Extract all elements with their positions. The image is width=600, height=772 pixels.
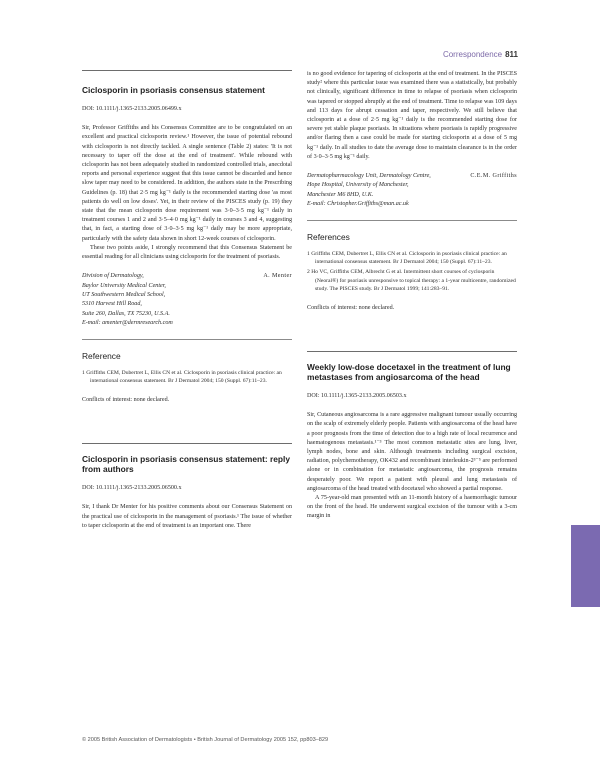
affiliation-line: Suite 260, Dallas, TX 75230, U.S.A. — [82, 310, 170, 317]
body-paragraph: Sir, Cutaneous angiosarcoma is a rare aggressive malignant tumour usually occurring on the scalp of extremely elderly people. Patients with angiosarcoma of the head have a poor prognosis from the time of detection due to a high rate of local recurrence and haematogenous metastasis.¹⁻³ The most common metastatic sites are lung, liver, lymph nodes, bone and skin. Although treatments including surgical excision, radiation, polychemotherapy, OK432 and recombinant interleukin-2³⁻⁵ are performed alone or in combination for metastatic angiosarcoma, the prognosis remains desperately poor. We report a patient with pleural and lung metastasis of angiosarcoma of the head treated with docetaxel who showed a partial response. — [307, 412, 517, 492]
affiliation-line: Hope Hospital, University of Manchester, — [307, 182, 409, 189]
conflicts-statement: Conflicts of interest: none declared. — [82, 397, 170, 404]
doi: DOI: 10.1111/j.1365-2133.2005.06503.x — [307, 393, 407, 400]
email-line: E-mail: Christopher.Griffiths@man.ac.uk — [307, 201, 409, 208]
letter-title: Ciclosporin in psoriasis consensus statement: reply from authors — [82, 454, 291, 475]
section-rule — [82, 443, 292, 444]
page-number: 811 — [505, 50, 518, 59]
affiliation-line: Baylor University Medical Center, — [82, 282, 166, 289]
left-column — [82, 70, 292, 531]
affiliation-line: Manchester M6 8HD, U.K. — [307, 191, 374, 198]
letter-title: Ciclosporin in psoriasis consensus statement — [82, 85, 265, 95]
reference-item: 1 Griffiths CEM, Dubertret L, Ellis CN et al. Ciclosporin in psoriasis clinical practice: an international consensus statement. Br J Dermatol 2004; 150 (Suppl. 67):11–23. — [307, 250, 507, 266]
affiliation-line: 5310 Harvest Hill Road, — [82, 301, 142, 308]
section-rule — [307, 351, 517, 352]
section-rule — [82, 70, 292, 71]
right-column — [307, 70, 517, 522]
references-heading: Reference — [82, 350, 121, 361]
divider — [82, 339, 292, 340]
body-paragraph: is no good evidence for tapering of ciclosporin at the end of treatment. In the PISCES study² where this particular issue was examined there was a statistically, but probably not clinically, significant difference in time to relapse of psoriasis when ciclosporin was tapered or stopped abruptly at the end of treatment. Time to relapse was 109 days and 113 days for abrupt cessation and taper, respectively. We still believe that ciclosporin at a dose of 2·5 mg kg⁻¹ daily is the recommended starting dose for severe yet stable plaque psoriasis. In situations where psoriasis is rapidly progressive and/or flaring then a case could be made for starting ciclosporin at a dose of 5 mg kg⁻¹ daily. In all studies to date the average dose to maintain clearance is in the order of 3·0–3·5 mg kg⁻¹ daily. — [307, 71, 517, 160]
running-header — [443, 50, 518, 59]
body-paragraph: Sir, Professor Griffiths and his Consensus Committee are to be congratulated on an excellent and practical ciclosporin review.¹ However, the issue of potential rebound with ciclosporin is not directly tackled. A single sentence (Table 2) states: 'It is not necessary to taper off the dose at the end of treatment'. While rebound with ciclosporin has not been adequately studied in randomized controlled trials, anecdotal reports and personal experience suggest that this issue cannot be discarded and hence slow taper may need to be considered. In addition, the authors state in the Prescribing Guidelines (p. 18) that 2·5 mg kg⁻¹ daily is the recommended starting dose 'as most patients do well on low doses'. Yet, in their review of the PISCES study (p. 19) they state that the mean ciclosporin dose requirement was 3·0–3·5 mg kg⁻¹ daily in treatment courses 1 and 2 and 3·5–4·0 mg kg⁻¹ daily in courses 3 and 4, suggesting that, in fact, a starting dose of 3·0–3·5 mg kg⁻¹ daily may be more appropriate, particularly with the safety data shown in short 12-week courses of ciclosporin. — [82, 125, 292, 242]
body-paragraph: These two points aside, I strongly recommend that this Consensus Statement be essential reading for all clinicians using ciclosporin for the treatment of psoriasis. — [82, 244, 292, 261]
letter-title: Weekly low-dose docetaxel in the treatment of lung metastases from angiosarcoma of the head — [307, 362, 511, 383]
reference-item: 1 Griffiths CEM, Dubertret L, Ellis CN et al. Ciclosporin in psoriasis clinical practice: an international consensus statement. Br J Dermatol 2004; 150 (Suppl. 67):11–23. — [82, 369, 282, 385]
author-name: C.E.M. Griffiths — [470, 173, 517, 180]
author-affiliation — [82, 272, 292, 328]
page-footer: © 2005 British Association of Dermatologists • British Journal of Dermatology 2005 152, pp803–829 — [82, 737, 329, 743]
divider — [307, 220, 517, 221]
email-line: E-mail: amenter@dermresearch.com — [82, 320, 173, 327]
references-heading: References — [307, 231, 350, 242]
affiliation-line: Division of Dermatology, — [82, 273, 144, 280]
affiliation-line: UT Southwestern Medical School, — [82, 292, 166, 299]
author-name: A. Menter — [263, 273, 292, 280]
section-name: Correspondence — [442, 50, 503, 59]
author-affiliation — [307, 172, 517, 210]
body-paragraph: Sir, I thank Dr Menter for his positive comments about our Consensus Statement on the practical use of ciclosporin in the management of psoriasis.¹ The issue of whether to taper ciclosporin at the end of treatment is an important one. There — [82, 504, 292, 529]
doi: DOI: 10.1111/j.1365-2133.2005.06500.x — [82, 485, 182, 492]
affiliation-line: Dermatopharmacology Unit, Dermatology Centre, — [307, 173, 431, 180]
body-paragraph: A 75-year-old man presented with an 11-month history of a haemorrhagic tumour on the front of the head. He underwent surgical excision of the tumour with a 3-cm margin in — [307, 495, 517, 520]
doi: DOI: 10.1111/j.1365-2133.2005.06499.x — [82, 106, 182, 112]
conflicts-statement: Conflicts of interest: none declared. — [307, 304, 395, 311]
reference-item: 2 Ho VC, Griffiths CEM, Albrecht G et al. Intermittent short courses of cyclosporin (Neoral®) for psoriasis unresponsive to topical therapy: a 1-year multicentre, randomized study. The PISCES study. Br J Dermatol 1999; 141:283–91. — [307, 269, 516, 293]
section-thumb-tab — [571, 525, 600, 607]
